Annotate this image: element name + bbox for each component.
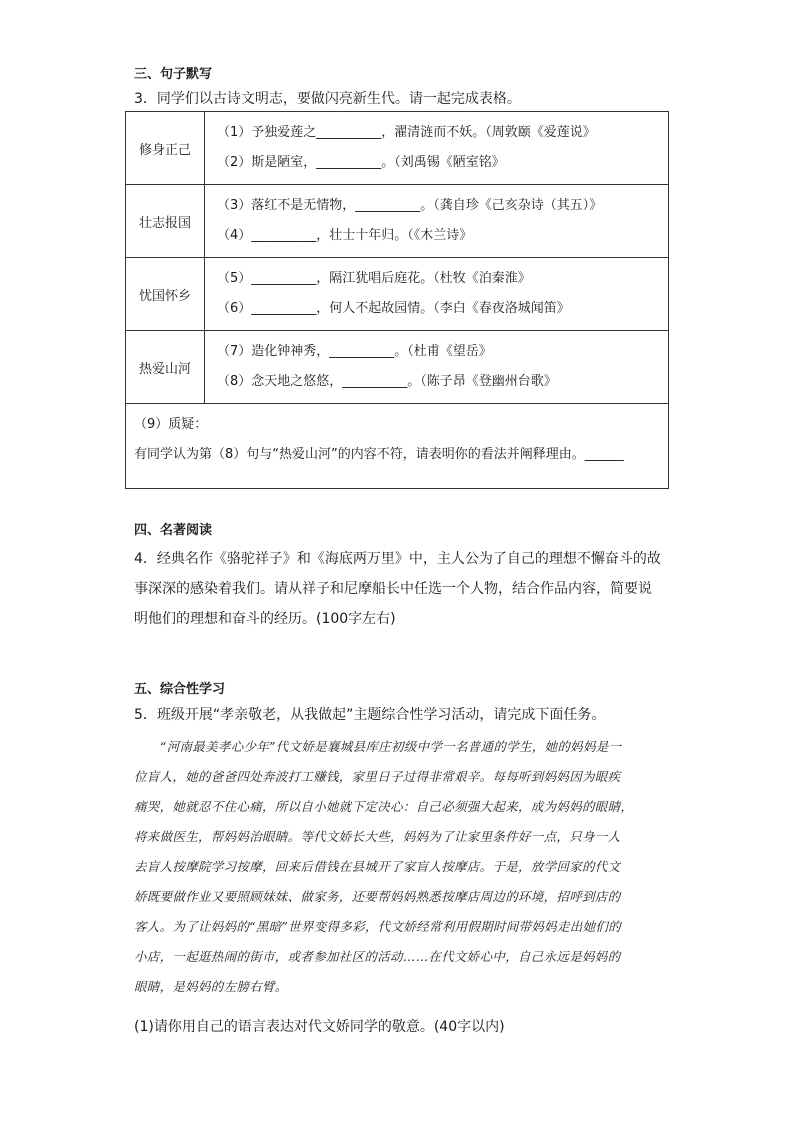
category-cell: 热爱山河: [126, 331, 205, 404]
passage-line: 眼睛，是妈妈的左膀右臂。: [134, 979, 288, 994]
section-5-heading: 五、综合性学习: [134, 682, 226, 697]
section-3-heading: 三、句子默写: [134, 67, 213, 82]
table-row: [126, 185, 669, 258]
lines-cell: [205, 258, 669, 331]
passage-line: 位盲人，她的爸爸四处奔波打工赚钱，家里日子过得非常艰辛。每每听到妈妈因为眼疾: [134, 769, 621, 784]
question-4-prompt: 4．经典名作《骆驼祥子》和《海底两万里》中，主人公为了自己的理想不懈奋斗的故事深深的感染着我们。请从祥子和尼摩船长中任选一个人物，结合作品内容，简要说明他们的理想和奋斗的经历。(100字左右): [134, 551, 661, 627]
category-cell: 忧国怀乡: [126, 258, 205, 331]
question-3-prompt: 3．同学们以古诗文明志，要做闪亮新生代。请一起完成表格。: [134, 91, 521, 107]
poem-line: （7）造化钟神秀，__________。（杜甫《望岳》: [217, 344, 492, 359]
passage-line: 去盲人按摩院学习按摩，回来后借钱在县城开了家盲人按摩店。于是，放学回家的代文: [134, 859, 621, 874]
poem-line: （1）予独爱莲之__________，濯清涟而不妖。（周敦颐《爱莲说》: [217, 125, 596, 140]
doubt-label: （9）质疑：: [134, 417, 208, 432]
passage-line: 小店，一起逛热闹的街市，或者参加社区的活动……在代文娇心中，自己永远是妈妈的: [134, 949, 621, 964]
doubt-question: 有同学认为第（8）句与“热爱山河”的内容不符，请表明你的看法并阐释理由。______: [134, 447, 624, 462]
lines-cell: [205, 331, 669, 404]
table-row: [126, 258, 669, 331]
category-cell: 壮志报国: [126, 185, 205, 258]
task-1-prompt: (1)请你用自己的语言表达对代文娇同学的敬意。(40字以内): [134, 1019, 505, 1035]
lines-cell: [205, 112, 669, 185]
poem-line: （3）落红不是无情物，__________。（龚自珍《己亥杂诗（其五）》: [217, 198, 603, 213]
passage: [134, 732, 664, 1002]
category-cell: 修身正己: [126, 112, 205, 185]
poem-line: （8）念天地之悠悠，__________。（陈子昂《登幽州台歌》: [217, 374, 557, 389]
section-4-heading: 四、名著阅读: [134, 523, 213, 538]
doubt-cell: [126, 404, 669, 489]
passage-line: 客人。为了让妈妈的“黑暗”世界变得多彩，代文娇经常利用假期时间带妈妈走出她们的: [134, 919, 621, 934]
passage-line: “河南最美孝心少年”代文娇是襄城县库庄初级中学一名普通的学生，她的妈妈是一: [160, 739, 622, 754]
poem-line: （2）斯是陋室，__________。（刘禹锡《陋室铭》: [217, 155, 505, 170]
poem-line: （4）__________，壮士十年归。（《木兰诗》: [217, 228, 473, 243]
table-row: [126, 404, 669, 489]
table-row: [126, 112, 669, 185]
poem-line: （6）__________，何人不起故园情。（李白《春夜洛城闻笛》: [217, 301, 570, 316]
passage-line: 将来做医生，帮妈妈治眼睛。等代文娇长大些，妈妈为了让家里条件好一点，只身一人: [134, 829, 621, 844]
passage-line: 娇既要做作业又要照顾妹妹、做家务，还要帮妈妈熟悉按摩店周边的环境，招呼到店的: [134, 889, 621, 904]
question-5-prompt: 5．班级开展“孝亲敬老，从我做起”主题综合性学习活动，请完成下面任务。: [134, 707, 606, 723]
table-row: [126, 331, 669, 404]
poem-table: [125, 111, 669, 489]
passage-line: 痛哭，她就忍不住心痛，所以自小她就下定决心：自己必须强大起来，成为妈妈的眼睛，: [134, 799, 634, 814]
poem-line: （5）__________，隔江犹唱后庭花。（杜牧《泊秦淮》: [217, 271, 531, 286]
lines-cell: [205, 185, 669, 258]
